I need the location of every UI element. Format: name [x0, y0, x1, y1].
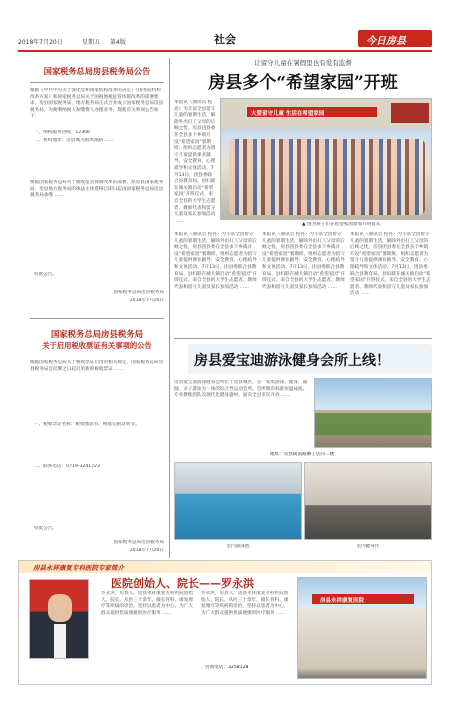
- notice-date: 2018年7月20日: [129, 548, 164, 553]
- header-rule: [18, 50, 432, 52]
- article-body: 房县爱宝迪游泳健身会所位于房县城区，是一家集游泳、健身、瑜伽、亲子游泳为一体的综合性运动会所。会所拥有标准恒温泳池、专业教练团队及现代化健身器材，面向全县市民开放 ……: [174, 380, 308, 399]
- notice-paragraph: 根据《中共中央关于深化党和国家机构改革的决定》《国务院机构改革方案》和国家税务总局关于国税地税征管体制改革的部署要求，房县国家税务局、地方税务局正式合并成立国家税务总局房县税务局。为便利纳税人和缴费人办理业务，现就有关事项公告如下：: [30, 88, 164, 120]
- notice-paragraph: 特此公告。: [34, 272, 57, 277]
- ad-phone: 咨询电话：3258128: [205, 665, 249, 670]
- column-divider: [30, 318, 164, 319]
- photo-caption: 室内游泳池: [226, 544, 250, 549]
- article-subtitle: 让留守儿童在暑假里也有爱有监督: [254, 59, 352, 67]
- ad-title: 医院创始人、院长——罗永洪: [111, 577, 254, 590]
- notice-paragraph: 二、联系电话：0719-3241723: [34, 464, 100, 469]
- article-body: 本报讯（通讯员 程亮）为丰富全县留守儿童的暑期生活，解除外出打工父母的后顾之忧，房县团县委在全县多个乡镇开设“希望家园”暑期班，组织志愿者为留守儿童提供课业辅导、安全教育、心理疏导和文体活动。7月13日，团县委联合县教育局、县妇联在城关镇启动“希望家园”开班仪式，来自全县的大学生志愿者、教师代表和留守儿童及家长参加活动 ……: [174, 100, 216, 224]
- article-body: 本报讯（通讯员 程亮）为丰富全县留守儿童的暑期生活，解除外出打工父母的后顾之忧，房县团县委在全县多个乡镇开设“希望家园”暑期班，组织志愿者为留守儿童提供课业辅导、安全教育、心理疏导和文体活动。7月13日，团县委联合县教育局、县妇联在城关镇启动“希望家园”开班仪式，来自全县的大学生志愿者、教师代表和留守儿童及家长参加活动 ……: [174, 232, 257, 290]
- article-headline: 房县爱宝迪游泳健身会所上线！: [194, 353, 390, 369]
- notice-title-line1: 国家税务总局房县税务局: [50, 329, 144, 339]
- ad-body: 罗永洪，房县人，房县永祥康复专科医院创始人、院长。从医三十余年，擅长骨科、康复理疗等疾病的诊治，坚持以患者为中心，为广大群众提供优质便捷的医疗服务 ……: [101, 591, 193, 616]
- pool-photo: [174, 462, 302, 540]
- notice-tax-bureau: [30, 58, 164, 310]
- building-sign-text: 房县永祥康复医院: [320, 597, 365, 604]
- photo-crowd: [229, 139, 425, 215]
- hospital-building-photo: [297, 577, 427, 679]
- article-hope-home: [174, 54, 432, 334]
- group-photo: [220, 98, 432, 220]
- building-sign: [312, 594, 414, 604]
- notice-paragraph: 一、纳税服务热线：12366: [34, 130, 90, 135]
- club-building-photo: [314, 378, 432, 448]
- article-body: 本报讯（通讯员 程亮）为丰富全县留守儿童的暑期生活，解除外出打工父母的后顾之忧，房县团县委在全县多个乡镇开设“希望家园”暑期班，组织志愿者为留守儿童提供课业辅导、安全教育、心理疏导和文体活动。7月13日，团县委联合县教育局、县妇联在城关镇启动“希望家园”开班仪式，来自全县的大学生志愿者、教师代表和留守儿童及家长参加活动 ……: [350, 232, 431, 297]
- club-address: 地址：房县陵南路狮子店向二楼: [269, 452, 335, 457]
- founder-portrait: [29, 579, 89, 659]
- ad-banner: [19, 561, 431, 573]
- article-body: 本报讯（通讯员 程亮）为丰富全县留守儿童的暑期生活，解除外出打工父母的后顾之忧，房县团县委在全县多个乡镇开设“希望家园”暑期班，组织志愿者为留守儿童提供课业辅导、安全教育、心理疏导和文体活动。7月13日，团县委联合县教育局、县妇联在城关镇启动“希望家园”开班仪式，来自全县的大学生志愿者、教师代表和留守儿童及家长参加活动 ……: [262, 232, 345, 290]
- photo-caption: 室内健身区: [356, 544, 380, 549]
- notice-signature: 国家税务总局房县税务局: [113, 290, 164, 295]
- header-weekday: 星期五: [82, 39, 101, 46]
- portrait-shirt: [54, 624, 66, 659]
- notice-paragraph: 特此公告。: [34, 526, 57, 531]
- photo-trees: [315, 413, 432, 435]
- ad-banner-text: 房县永祥康复专科医院专家简介: [33, 564, 124, 572]
- notice-paragraph: 二、机构地址：房县城关镇凤凰路 ……: [34, 138, 114, 143]
- header-page: 第4版: [110, 39, 126, 46]
- photo-caption: ▲ 图为孩子们在希望家园参加开班仪式: [302, 222, 381, 227]
- masthead-text: 今日房县: [366, 36, 406, 47]
- photo-banner: [247, 107, 377, 117]
- notice-paragraph: 根据国家税务总局关于税收征管体制改革的部署，原房县国家税务局、房县地方税务局的执法主体资格自即日起由国家税务总局房县税务局承继 ……: [30, 180, 164, 199]
- notice-paragraph: 根据国家税务总局关于税收票证启用的相关规定，国家税务总局房县税务局自挂牌之日起启用新的税收票证 ……: [30, 360, 164, 372]
- headline-box: [188, 344, 432, 374]
- notice-signature: 国家税务总局房县税务局: [113, 540, 164, 545]
- section-title: 社会: [214, 33, 236, 46]
- notice-title-line2: 关于启用税收票证有关事项的公告: [42, 341, 152, 350]
- section-divider: [174, 338, 432, 339]
- article-swimming-club: [174, 342, 432, 556]
- ad-body: 罗永洪，房县人，房县永祥康复专科医院创始人、院长。从医三十余年，擅长骨科、康复理疗等疾病的诊治，坚持以患者为中心，为广大群众提供优质便捷的医疗服务 ……: [201, 591, 289, 616]
- notice-paragraph: 一、税收票证名称：税收缴款书、税收完税证明等。: [34, 422, 140, 427]
- vertical-divider: [169, 58, 170, 558]
- portrait-face: [48, 594, 72, 622]
- header-date: 2018年7月20日: [18, 39, 63, 46]
- gym-photo: [304, 462, 432, 540]
- masthead-logo: [358, 30, 432, 47]
- page-header: [18, 27, 432, 49]
- photo-banner-text: 大爱留守儿童 生活在希望家园: [251, 110, 325, 117]
- notice-date: 2018年7月20日: [129, 298, 164, 303]
- photo-sign: [391, 103, 429, 123]
- notice-tax-receipt: [30, 324, 164, 560]
- notice-title-rule: [30, 82, 164, 83]
- notice-title: 国家税务总局房县税务局公告: [43, 66, 151, 76]
- article-headline: 房县多个“希望家园”开班: [208, 73, 398, 93]
- hospital-ad: [18, 560, 432, 685]
